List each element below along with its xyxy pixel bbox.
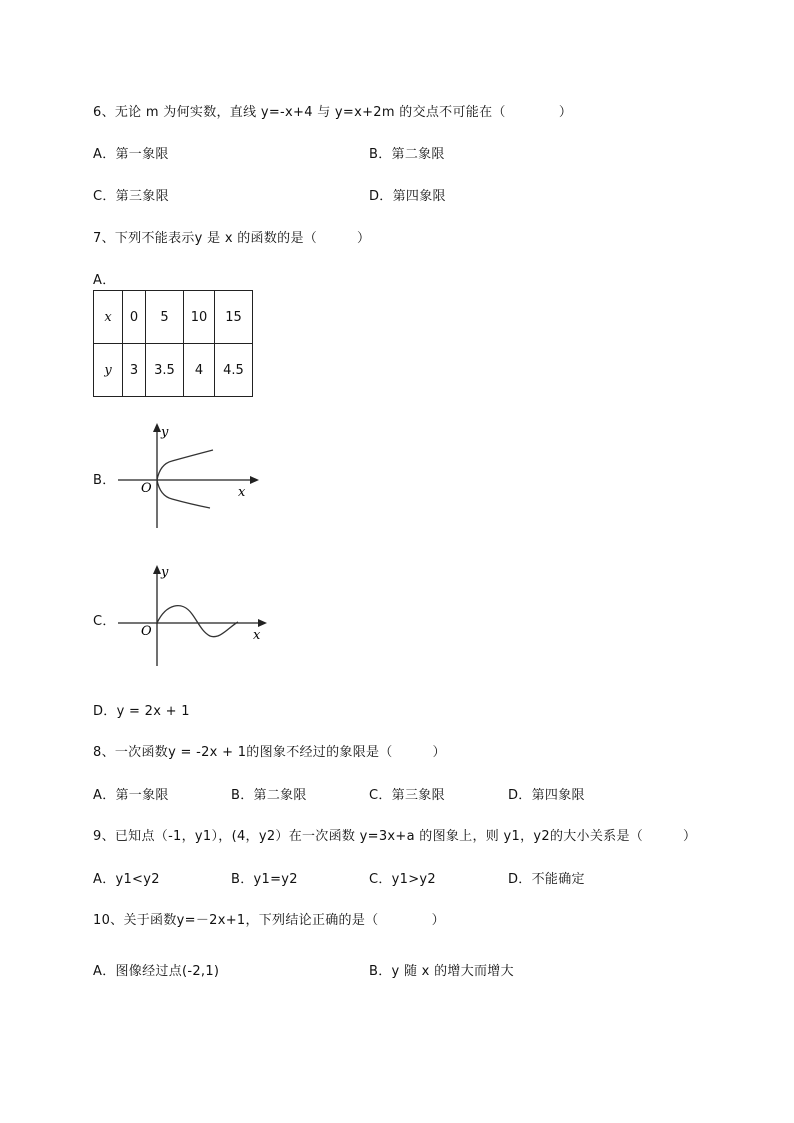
q8-option-b[interactable]: B．第二象限 [231, 788, 307, 803]
q6-option-b[interactable]: B．第二象限 [369, 147, 445, 162]
x-axis-arrow-icon [258, 619, 267, 627]
question-7-stem: 7、下列不能表示y 是 x 的函数的是（ ） [93, 231, 371, 246]
q10-option-a[interactable]: A．图像经过点(-2,1) [93, 964, 220, 979]
q7-value-table [93, 290, 253, 397]
question-10-stem: 10、关于函数y=－2x+1，下列结论正确的是（ ） [93, 913, 445, 928]
q7-option-b-label[interactable]: B． [93, 473, 116, 488]
q7-graph-b [110, 420, 270, 535]
q7-option-d[interactable]: D．y = 2x + 1 [93, 704, 190, 719]
table-cell: 10 [184, 291, 215, 344]
curve-lower-branch [157, 480, 210, 508]
question-6-stem: 6、无论 m 为何实数，直线 y=-x+4 与 y=x+2m 的交点不可能在（ ） [93, 105, 573, 120]
q6-option-a[interactable]: A．第一象限 [93, 147, 169, 162]
origin-label: O [141, 481, 152, 496]
x-axis-arrow-icon [250, 476, 259, 484]
table-cell: y [94, 344, 123, 397]
table-cell: 3 [123, 344, 146, 397]
q7-graph-c [110, 562, 280, 672]
q9-option-b[interactable]: B．y1=y2 [231, 872, 298, 887]
q6-option-c[interactable]: C．第三象限 [93, 189, 169, 204]
table-row [94, 291, 253, 344]
curve-upper-branch [157, 450, 213, 480]
table-cell: x [94, 291, 123, 344]
table-cell: 5 [146, 291, 184, 344]
table-cell: 4.5 [215, 344, 253, 397]
table-row [94, 344, 253, 397]
y-axis-label: y [161, 425, 169, 440]
q8-option-c[interactable]: C．第三象限 [369, 788, 445, 803]
q9-option-a[interactable]: A．y1<y2 [93, 872, 160, 887]
x-axis-label: x [253, 628, 261, 643]
question-9-stem: 9、已知点（-1，y1），(4，y2）在一次函数 y=3x+a 的图象上，则 y1，y2的大小关系是（ ） [93, 829, 697, 844]
q6-option-d[interactable]: D．第四象限 [369, 189, 446, 204]
table-cell: 3.5 [146, 344, 184, 397]
q9-option-d[interactable]: D．不能确定 [508, 872, 585, 887]
q9-option-c[interactable]: C．y1>y2 [369, 872, 436, 887]
table-cell: 0 [123, 291, 146, 344]
wave-curve [157, 606, 238, 637]
x-axis-label: x [238, 485, 246, 500]
y-axis-arrow-icon [153, 423, 161, 432]
y-axis-arrow-icon [153, 565, 161, 574]
q8-option-a[interactable]: A．第一象限 [93, 788, 169, 803]
q10-option-b[interactable]: B．y 随 x 的增大而增大 [369, 964, 514, 979]
question-8-stem: 8、一次函数y = -2x + 1的图象不经过的象限是（ ） [93, 745, 446, 760]
y-axis-label: y [161, 565, 169, 580]
q7-option-c-label[interactable]: C． [93, 614, 116, 629]
q7-option-a-label[interactable]: A． [93, 273, 116, 288]
origin-label: O [141, 624, 152, 639]
table-cell: 15 [215, 291, 253, 344]
table-cell: 4 [184, 344, 215, 397]
q8-option-d[interactable]: D．第四象限 [508, 788, 585, 803]
